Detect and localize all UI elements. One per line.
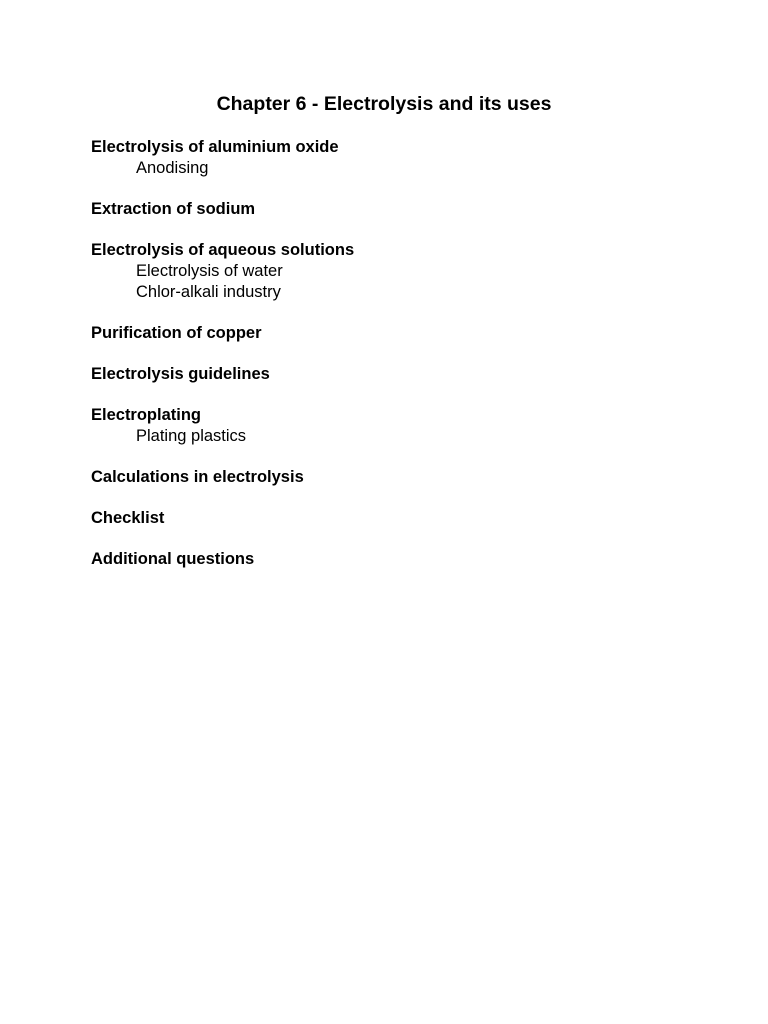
toc-section	[91, 240, 711, 303]
section-heading: Electrolysis of aqueous solutions	[91, 241, 355, 259]
page-title: Chapter 6 - Electrolysis and its uses	[216, 93, 552, 115]
subsection-list	[91, 158, 711, 179]
table-of-contents	[91, 137, 711, 590]
toc-section	[91, 137, 711, 179]
toc-section	[91, 508, 711, 529]
toc-section	[91, 199, 711, 220]
section-heading: Electrolysis guidelines	[91, 365, 270, 383]
toc-section	[91, 364, 711, 385]
section-heading: Additional questions	[91, 550, 255, 568]
subsection-item: Anodising	[136, 159, 209, 177]
subsection-item: Chlor-alkali industry	[136, 283, 281, 301]
toc-section	[91, 405, 711, 447]
section-heading: Calculations in electrolysis	[91, 468, 304, 486]
section-heading: Electroplating	[91, 406, 202, 424]
toc-section	[91, 323, 711, 344]
toc-section	[91, 467, 711, 488]
subsection-list	[91, 261, 711, 303]
section-heading: Electrolysis of aluminium oxide	[91, 138, 339, 156]
subsection-list	[91, 426, 711, 447]
section-heading: Checklist	[91, 509, 165, 527]
subsection-item: Plating plastics	[136, 427, 247, 445]
section-heading: Purification of copper	[91, 324, 262, 342]
subsection-item: Electrolysis of water	[136, 262, 283, 280]
toc-section	[91, 549, 711, 570]
section-heading: Extraction of sodium	[91, 200, 256, 218]
